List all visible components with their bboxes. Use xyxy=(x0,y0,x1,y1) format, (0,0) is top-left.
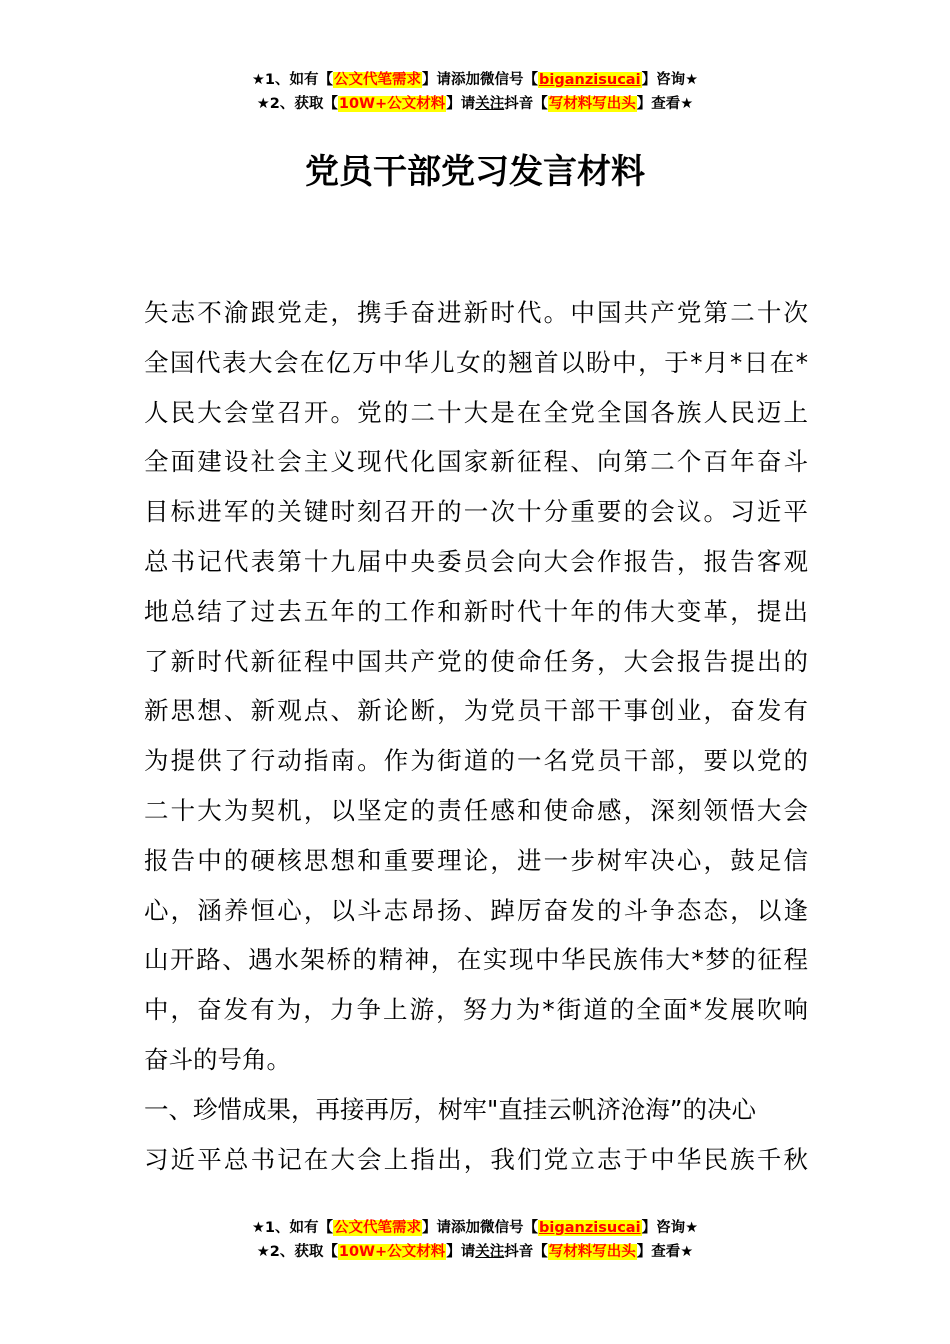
highlight-ghostwriting: 公文代笔需求 xyxy=(334,1220,422,1236)
body-line: 全面建设社会主义现代化国家新征程、向第二个百年奋斗 xyxy=(144,447,808,477)
douyin-account-highlight: 写材料写出头 xyxy=(548,96,636,112)
body-line: 了新时代新征程中国共产党的使命任务，大会报告提出的 xyxy=(144,646,808,676)
body-line: 奋斗的号角。 xyxy=(144,1044,291,1074)
body-line: 矢志不渝跟党走，携手奋进新时代。中国共产党第二十次 xyxy=(144,298,808,327)
body-line: 习近平总书记在大会上指出，我们党立志于中华民族千秋 xyxy=(144,1144,808,1174)
wechat-id-link[interactable]: biganzisucai xyxy=(539,1220,641,1236)
body-line: 心，涵养恒心，以斗志昂扬、踔厉奋发的斗争态态，以逢 xyxy=(144,895,808,925)
douyin-account-highlight: 写材料写出头 xyxy=(548,1244,636,1260)
highlight-materials: 10W+公文材料 xyxy=(338,96,446,112)
banner-line-1: ★1、如有【公文代笔需求】请添加微信号【biganzisucai】咨询★ xyxy=(251,1220,699,1236)
banner-line-2: ★2、获取【10W+公文材料】请关注抖音【写材料写出头】查看★ xyxy=(256,96,694,112)
body-line: 人民大会堂召开。党的二十大是在全党全国各族人民迈上 xyxy=(144,397,808,427)
header-banner xyxy=(0,68,950,116)
highlight-ghostwriting: 公文代笔需求 xyxy=(334,72,422,88)
footer-banner xyxy=(0,1216,950,1264)
section-heading: 一、珍惜成果，再接再厉，树牢"直挂云帆济沧海”的决心 xyxy=(144,1094,756,1124)
body-line: 为提供了行动指南。作为街道的一名党员干部，要以党的 xyxy=(144,746,808,776)
document-body xyxy=(144,288,808,1184)
body-line: 中，奋发有为，力争上游，努力为*街道的全面*发展吹响 xyxy=(144,995,808,1025)
body-line: 目标进军的关键时刻召开的一次十分重要的会议。习近平 xyxy=(144,497,808,527)
body-line: 全国代表大会在亿万中华儿女的翘首以盼中，于*月*日在* xyxy=(144,347,808,377)
body-line: 二十大为契机，以坚定的责任感和使命感，深刻领悟大会 xyxy=(144,795,808,825)
body-line: 地总结了过去五年的工作和新时代十年的伟大变革，提出 xyxy=(144,596,808,626)
banner-line-2: ★2、获取【10W+公文材料】请关注抖音【写材料写出头】查看★ xyxy=(256,1244,694,1260)
body-line: 总书记代表第十九届中央委员会向大会作报告，报告客观 xyxy=(144,546,808,576)
document-title: 党员干部党习发言材料 xyxy=(305,152,645,192)
body-line: 报告中的硬核思想和重要理论，进一步树牢决心，鼓足信 xyxy=(144,845,808,875)
highlight-materials: 10W+公文材料 xyxy=(338,1244,446,1260)
body-line: 山开路、遇水架桥的精神，在实现中华民族伟大*梦的征程 xyxy=(144,945,808,975)
wechat-id-link[interactable]: biganzisucai xyxy=(539,72,641,88)
banner-line-1: ★1、如有【公文代笔需求】请添加微信号【biganzisucai】咨询★ xyxy=(251,72,699,88)
body-line: 新思想、新观点、新论断，为党员干部干事创业，奋发有 xyxy=(144,696,808,726)
